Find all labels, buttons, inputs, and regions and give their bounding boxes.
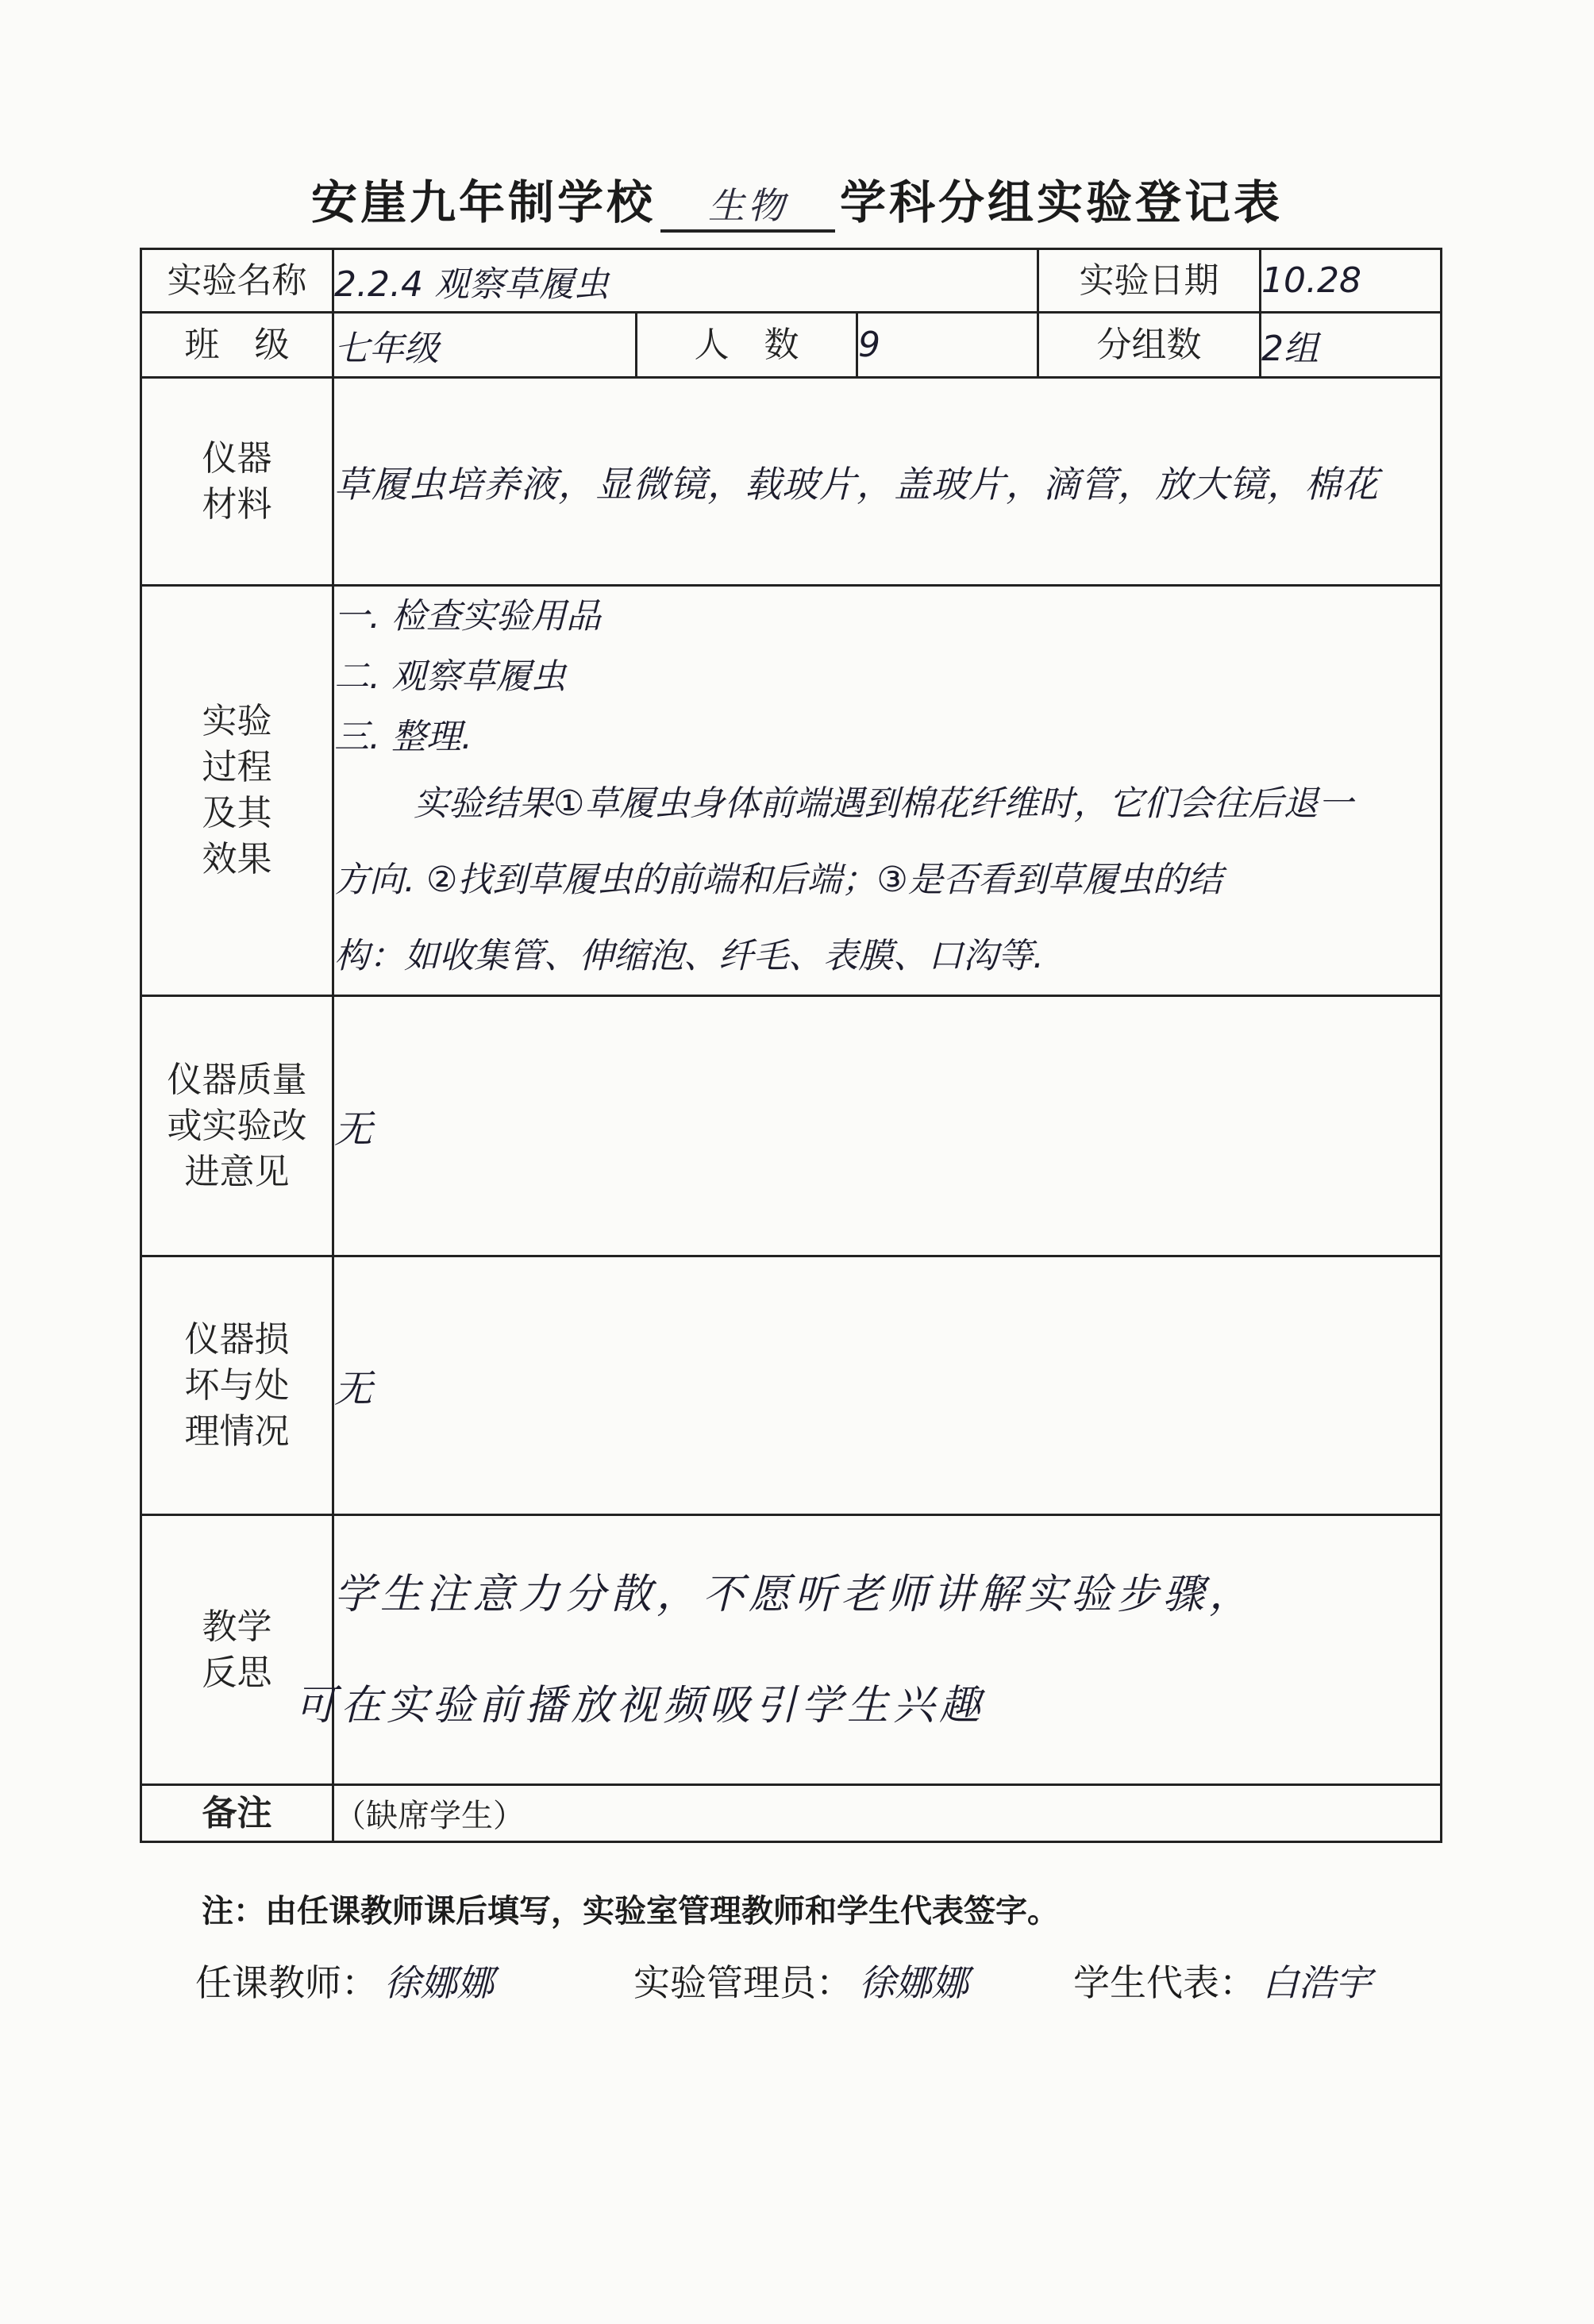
row-reflection bbox=[141, 1515, 1442, 1785]
process-result-line: 构：如收集管、伸缩泡、纤毛、表膜、口沟等. bbox=[334, 936, 1044, 976]
groups-label: 分组数 bbox=[1038, 313, 1261, 378]
title-subject: 生物 bbox=[660, 177, 835, 233]
quality-label: 仪器质量或实验改进意见 bbox=[141, 996, 333, 1256]
footer-note: 注：由任课教师课后填写，实验室管理教师和学生代表签字。 bbox=[202, 1892, 1059, 1930]
row-process bbox=[141, 586, 1442, 996]
row-experiment-name bbox=[141, 249, 1442, 313]
experiment-name-label: 实验名称 bbox=[141, 249, 333, 313]
quality-value: 无 bbox=[333, 996, 1442, 1256]
remark-value: （缺席学生） bbox=[333, 1785, 1442, 1842]
damage-value: 无 bbox=[333, 1256, 1442, 1515]
registration-table bbox=[140, 248, 1442, 1843]
title-school: 安崖九年制学校 bbox=[310, 175, 656, 229]
student-signature-field bbox=[1073, 1954, 1372, 2007]
damage-label: 仪器损坏与处理情况 bbox=[141, 1256, 333, 1515]
materials-value: 草履虫培养液，显微镜，载玻片，盖玻片，滴管，放大镜，棉花 bbox=[333, 378, 1442, 586]
class-label: 班 级 bbox=[141, 313, 333, 378]
row-remark bbox=[141, 1785, 1442, 1842]
reflection-line: 可在实验前播放视频吸引学生兴趣 bbox=[295, 1681, 986, 1730]
process-content bbox=[333, 586, 1442, 996]
row-class bbox=[141, 313, 1442, 378]
process-result-line: 实验结果①草履虫身体前端遇到棉花纤维时，它们会往后退一 bbox=[414, 783, 1353, 824]
student-label: 学生代表： bbox=[1073, 1961, 1256, 2004]
teacher-label: 任课教师： bbox=[195, 1961, 378, 2004]
count-value: 9 bbox=[857, 313, 1038, 378]
row-materials bbox=[141, 378, 1442, 586]
form-title bbox=[0, 165, 1594, 233]
teacher-signature: 徐娜娜 bbox=[384, 1961, 494, 2004]
experiment-date-value: 10.28 bbox=[1261, 249, 1442, 313]
experiment-name-value: 2.2.4 观察草履虫 bbox=[333, 249, 1038, 313]
row-quality bbox=[141, 996, 1442, 1256]
student-signature: 白浩宇 bbox=[1262, 1961, 1372, 2004]
process-step: 二. 观察草履虫 bbox=[334, 656, 566, 697]
materials-label: 仪器材料 bbox=[141, 378, 333, 586]
row-damage bbox=[141, 1256, 1442, 1515]
groups-value: 2组 bbox=[1261, 313, 1442, 378]
count-label: 人 数 bbox=[637, 313, 857, 378]
reflection-label: 教学反思 bbox=[141, 1515, 333, 1785]
reflection-line: 学生注意力分散，不愿听老师讲解实验步骤， bbox=[334, 1570, 1256, 1618]
admin-signature: 徐娜娜 bbox=[859, 1961, 968, 2004]
teacher-signature-field bbox=[195, 1954, 494, 2007]
admin-label: 实验管理员： bbox=[633, 1961, 853, 2004]
process-step: 一. 检查实验用品 bbox=[334, 596, 601, 637]
title-suffix: 学科分组实验登记表 bbox=[840, 175, 1284, 229]
admin-signature-field bbox=[633, 1954, 968, 2007]
process-step: 三. 整理. bbox=[334, 717, 472, 757]
process-label: 实验过程及其效果 bbox=[141, 586, 333, 996]
remark-label: 备注 bbox=[141, 1785, 333, 1842]
reflection-content bbox=[295, 1515, 1442, 1785]
process-result-line: 方向. ②找到草履虫的前端和后端；③是否看到草履虫的结 bbox=[334, 860, 1222, 900]
class-value: 七年级 bbox=[333, 313, 637, 378]
experiment-date-label: 实验日期 bbox=[1038, 249, 1261, 313]
